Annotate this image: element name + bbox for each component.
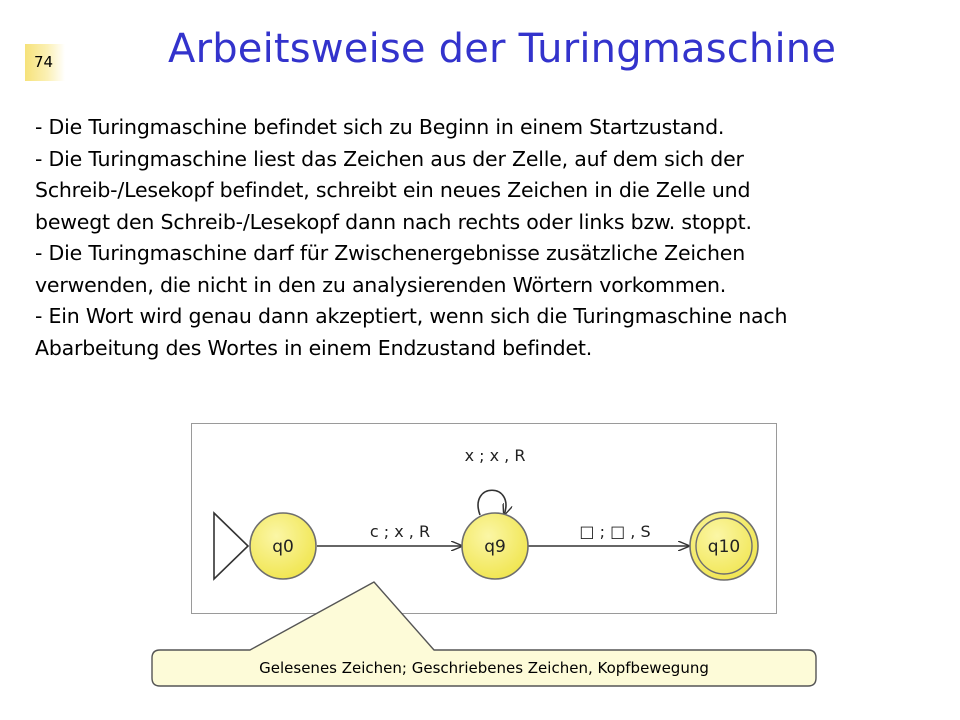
transition-label-q9-q10: □ ; □ , S: [579, 522, 651, 541]
state-label: q9: [484, 537, 506, 557]
state-q10: [690, 512, 758, 580]
callout-text: Gelesenes Zeichen; Geschriebenes Zeichen, Kopfbewegung: [259, 659, 709, 677]
transition-loop-q9: [478, 490, 506, 515]
body-line: bewegt den Schreib-/Lesekopf dann nach rechts oder links bzw. stoppt.: [35, 209, 752, 234]
state-q0: [250, 513, 316, 579]
transition-label-q0-q9: c ; x , R: [369, 522, 431, 541]
transition-label-q9-q9: x ; x , R: [464, 446, 526, 465]
state-q9: [462, 513, 528, 579]
state-label: q0: [272, 537, 294, 557]
body-line: Schreib-/Lesekopf befindet, schreibt ein neues Zeichen in die Zelle und: [35, 178, 751, 202]
body-line: - Die Turingmaschine darf für Zwischenergebnisse zusätzliche Zeichen: [35, 241, 745, 265]
body-line: verwenden, die nicht in den zu analysierenden Wörtern vorkommen.: [35, 272, 727, 297]
body-text: [35, 112, 935, 364]
body-line: - Ein Wort wird genau dann akzeptiert, wenn sich die Turingmaschine nach: [35, 304, 788, 328]
body-line: Abarbeitung des Wortes in einem Endzustand befindet.: [35, 335, 593, 360]
body-line: - Die Turingmaschine befindet sich zu Beginn in einem Startzustand.: [35, 115, 725, 139]
slide-title: Arbeitsweise der Turingmaschine: [168, 26, 837, 72]
page-number: 74: [25, 44, 65, 81]
body-line: - Die Turingmaschine liest das Zeichen aus der Zelle, auf dem sich der: [35, 146, 744, 171]
state-label: q10: [707, 537, 741, 557]
start-marker-icon: [214, 513, 248, 579]
